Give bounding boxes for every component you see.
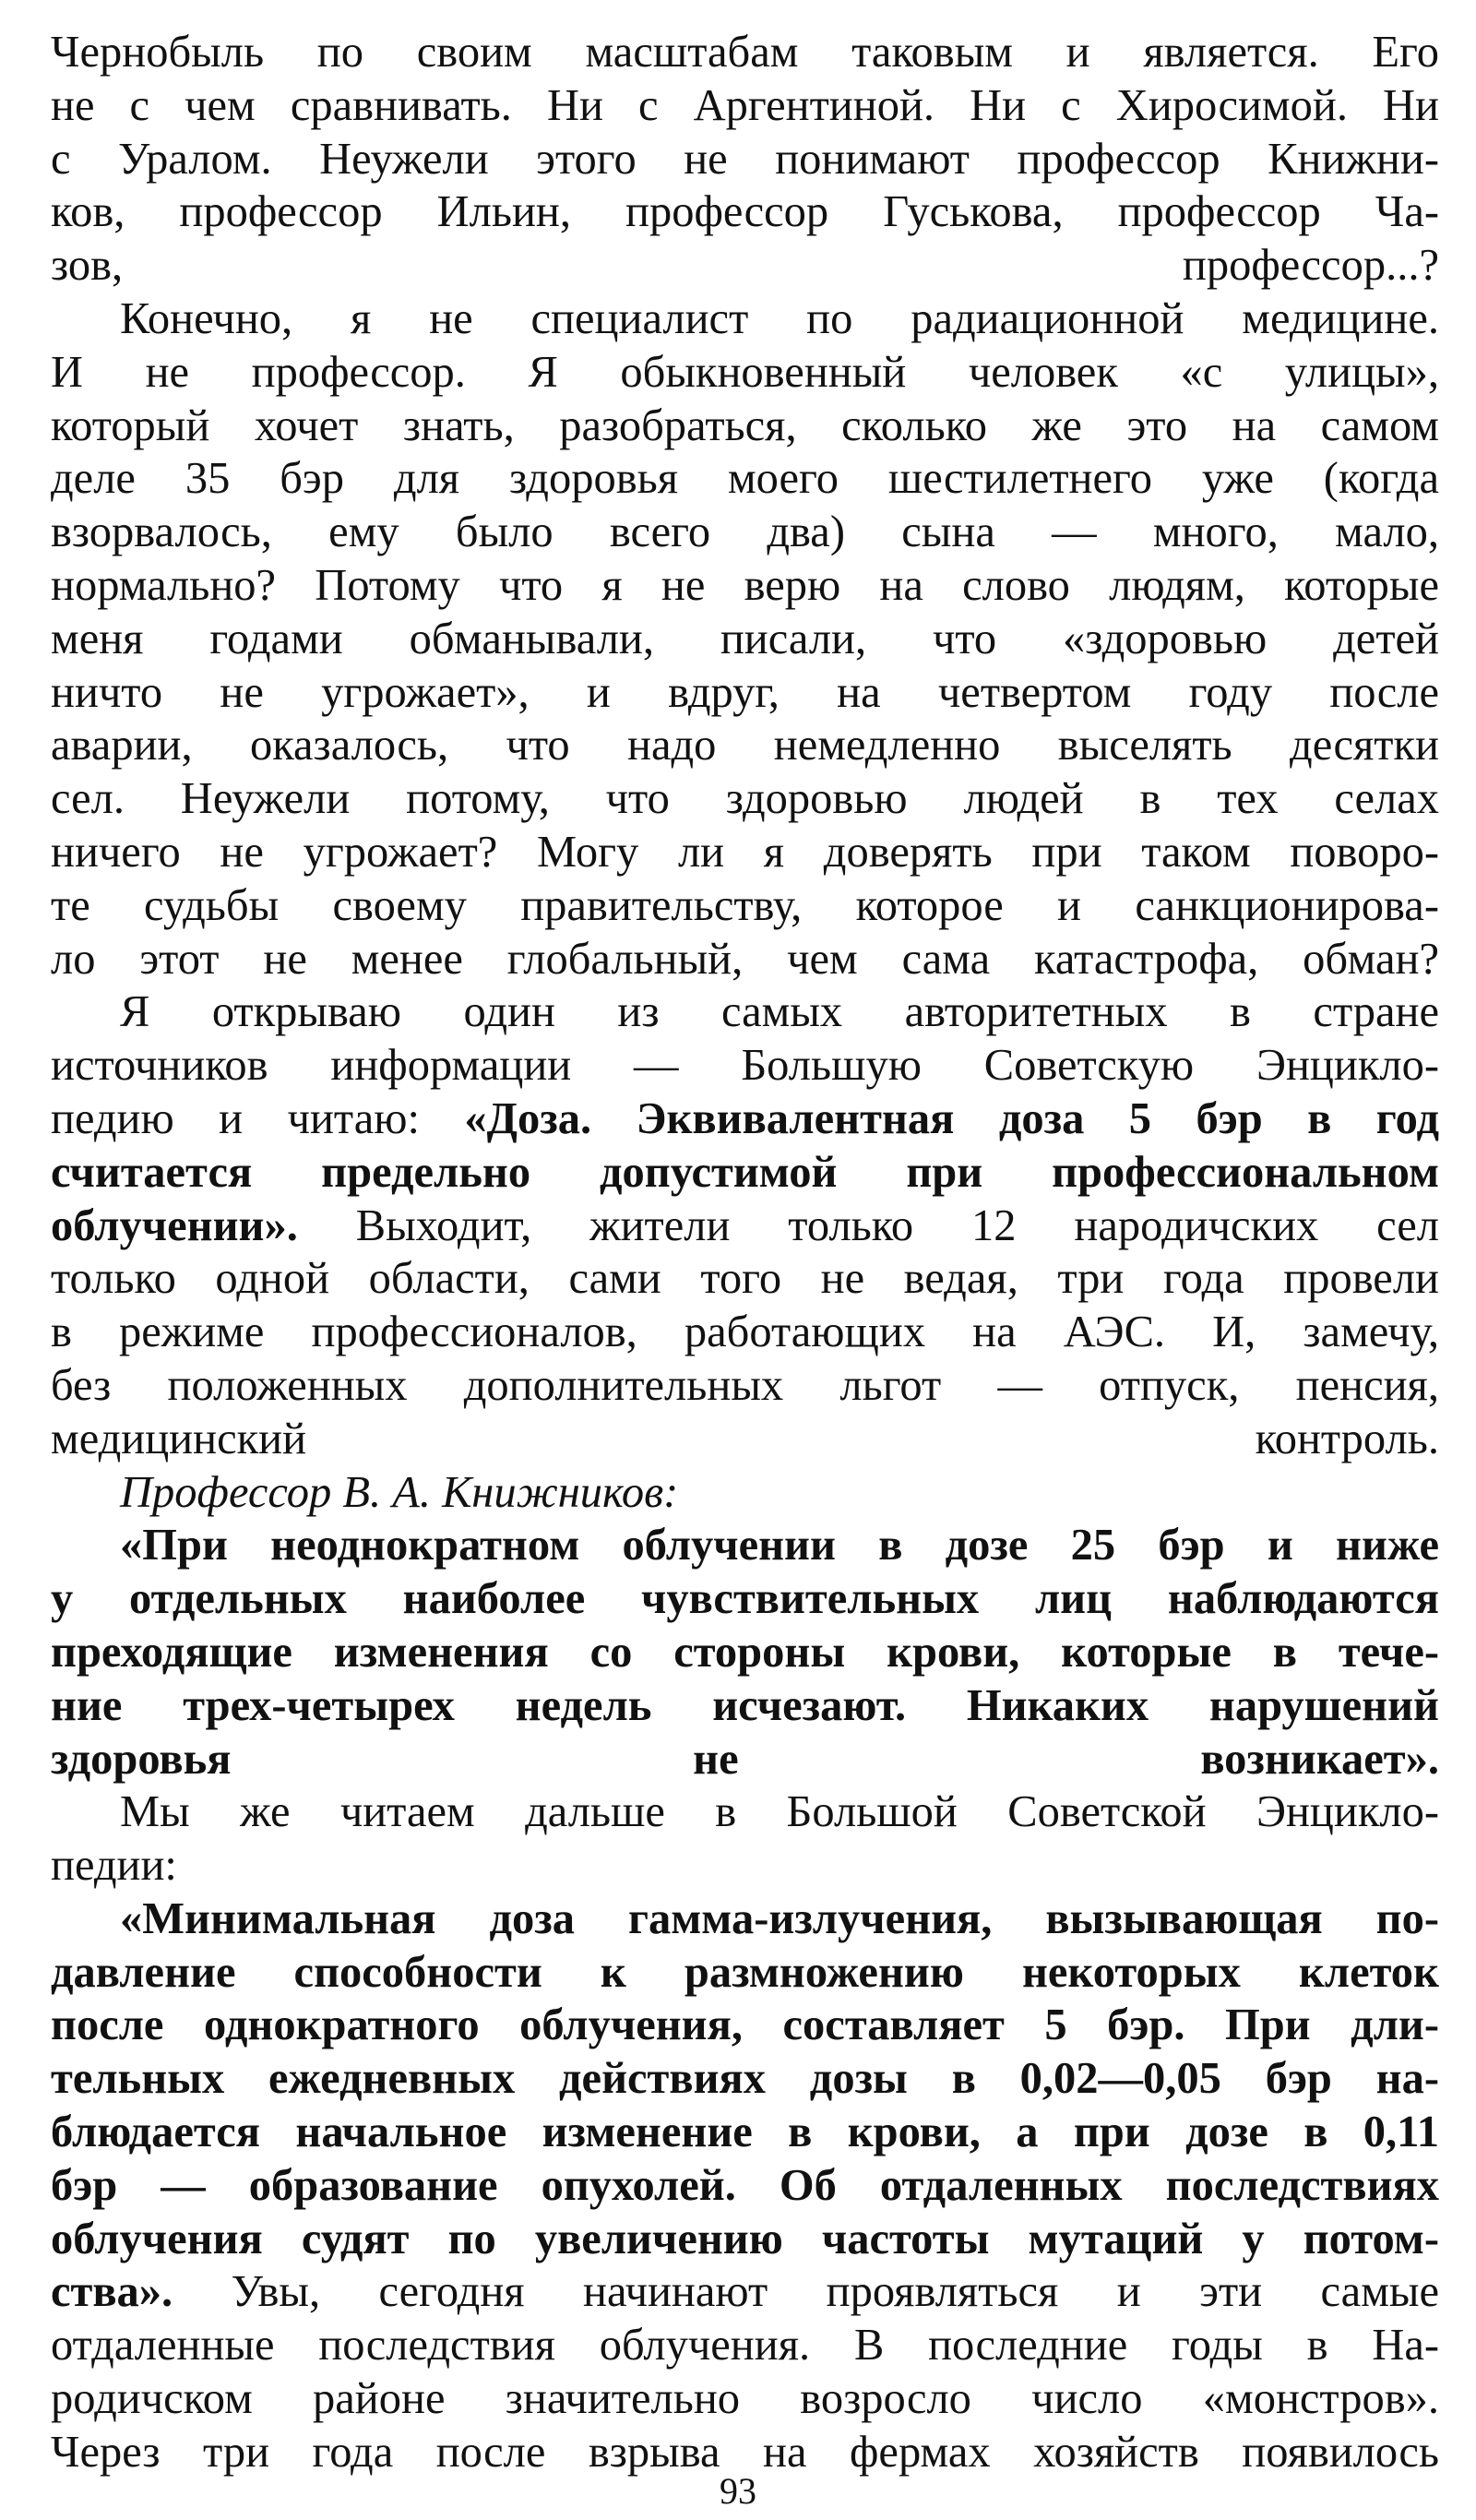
text-line: нормально? Потому что я не верю на слово людям, которые bbox=[51, 560, 1439, 610]
text-line: педию и читаю: bbox=[51, 1093, 465, 1143]
text-line: Я открываю один из самых авторитетных в стране bbox=[120, 987, 1439, 1037]
bold-quote-text: «Минимальная доза гамма-излучения, вызывающая по- bbox=[120, 1893, 1439, 1943]
text-line: только одной области, сами того не ведая, три года провели bbox=[51, 1254, 1439, 1304]
bold-quote-text: блюдается начальное изменение в крови, а при дозе в 0,11 bbox=[51, 2108, 1439, 2157]
book-page bbox=[51, 26, 1439, 2479]
text-line: зов, профессор...? bbox=[51, 241, 1439, 291]
paragraph-1 bbox=[51, 26, 1439, 293]
text-line: сел. Неужели потому, что здоровью людей в тех селах bbox=[51, 774, 1439, 824]
attribution: Профессор В. А. Книжников: bbox=[120, 1467, 679, 1517]
bold-quote-text: облучении». bbox=[51, 1200, 298, 1250]
text-line: «При неоднократном облучении в дозе 25 бэр и ниже bbox=[120, 1521, 1439, 1571]
text-line: Увы, сегодня начинают проявляться и эти самые bbox=[173, 2267, 1439, 2317]
text-line: в режиме профессионалов, работающих на АЭС. И, замечу, bbox=[51, 1308, 1439, 1357]
text-line: источников информации — Большую Советскую Энцикло- bbox=[51, 1041, 1439, 1091]
text-line: медицинский контроль. bbox=[51, 1414, 1439, 1463]
text-line: у отдельных наиболее чувствительных лиц наблюдаются bbox=[51, 1574, 1439, 1624]
text-line: аварии, оказалось, что надо немедленно выселять десятки bbox=[51, 721, 1439, 770]
bold-quote-text: «Доза. Эквивалентная доза 5 бэр в год bbox=[464, 1093, 1439, 1143]
text-line: те судьбы своему правительству, которое и санкционирова- bbox=[51, 880, 1439, 930]
page-number: 93 bbox=[720, 2470, 756, 2512]
text-line: Выходит, жители только 12 народичских сел bbox=[297, 1200, 1439, 1250]
text-line: деле 35 бэр для здоровья моего шестилетнего уже (когда bbox=[51, 454, 1439, 504]
bold-quote-text: бэр — образование опухолей. Об отдаленных последствиях bbox=[51, 2160, 1439, 2210]
paragraph-2 bbox=[51, 293, 1439, 985]
text-line: взорвалось, ему было всего два) сына — много, мало, bbox=[51, 508, 1439, 557]
text-line: меня годами обманывали, писали, что «здоровью детей bbox=[51, 614, 1439, 663]
text-line: родичском районе значительно возросло число «монстров». bbox=[51, 2374, 1439, 2424]
paragraph-5 bbox=[51, 1893, 1439, 2479]
text-line: преходящие изменения со стороны крови, которые в тече- bbox=[51, 1627, 1439, 1677]
text-line: И не профессор. Я обыкновенный человек «с улицы», bbox=[51, 347, 1439, 397]
paragraph-3 bbox=[51, 985, 1439, 1465]
text-line: ние трех-четырех недель исчезают. Никаких нарушений bbox=[51, 1680, 1439, 1730]
text-line: Через три года после взрыва на фермах хозяйств появилось bbox=[51, 2427, 1439, 2477]
text-line: с Уралом. Неужели этого не понимают профессор Книжни- bbox=[51, 134, 1439, 184]
bold-quote-text: облучения судят по увеличению частоты мутаций у потом- bbox=[51, 2214, 1439, 2263]
text-line: Чернобыль по своим масштабам таковым и является. Его bbox=[51, 28, 1439, 77]
text-line: без положенных дополнительных льгот — отпуск, пенсия, bbox=[51, 1360, 1439, 1410]
text-line: ничто не угрожает», и вдруг, на четвертом году после bbox=[51, 667, 1439, 717]
bold-quote-text: ства». bbox=[51, 2267, 173, 2317]
bold-quote-text: тельных ежедневных действиях дозы в 0,02—0,05 бэр на- bbox=[51, 2054, 1439, 2104]
text-line: отдаленные последствия облучения. В последние годы в На- bbox=[51, 2321, 1439, 2371]
text-line: здоровья не возникает». bbox=[51, 1734, 1439, 1784]
bold-quote-text: считается предельно допустимой при профессиональном bbox=[51, 1147, 1439, 1197]
quote-knizhnikov bbox=[51, 1519, 1439, 1785]
text-line: не с чем сравнивать. Ни с Аргентиной. Ни с Хиросимой. Ни bbox=[51, 80, 1439, 130]
paragraph-4 bbox=[51, 1785, 1439, 1893]
bold-quote-text: давление способности к размножению некоторых клеток bbox=[51, 1947, 1439, 1997]
text-line: ничего не угрожает? Могу ли я доверять при таком поворо- bbox=[51, 827, 1439, 877]
text-line: ло этот не менее глобальный, чем сама катастрофа, обман? bbox=[51, 934, 1439, 984]
text-line: ков, профессор Ильин, профессор Гуськова, профессор Ча- bbox=[51, 187, 1439, 237]
bold-quote-text: после однократного облучения, составляет 5 бэр. При дли- bbox=[51, 2000, 1439, 2050]
text-line: который хочет знать, разобраться, сколько же это на самом bbox=[51, 400, 1439, 450]
text-line: педии: bbox=[51, 1841, 177, 1891]
text-line: Мы же читаем дальше в Большой Советской Энцикло- bbox=[120, 1787, 1439, 1837]
text-line: Конечно, я не специалист по радиационной медицине. bbox=[120, 293, 1439, 343]
